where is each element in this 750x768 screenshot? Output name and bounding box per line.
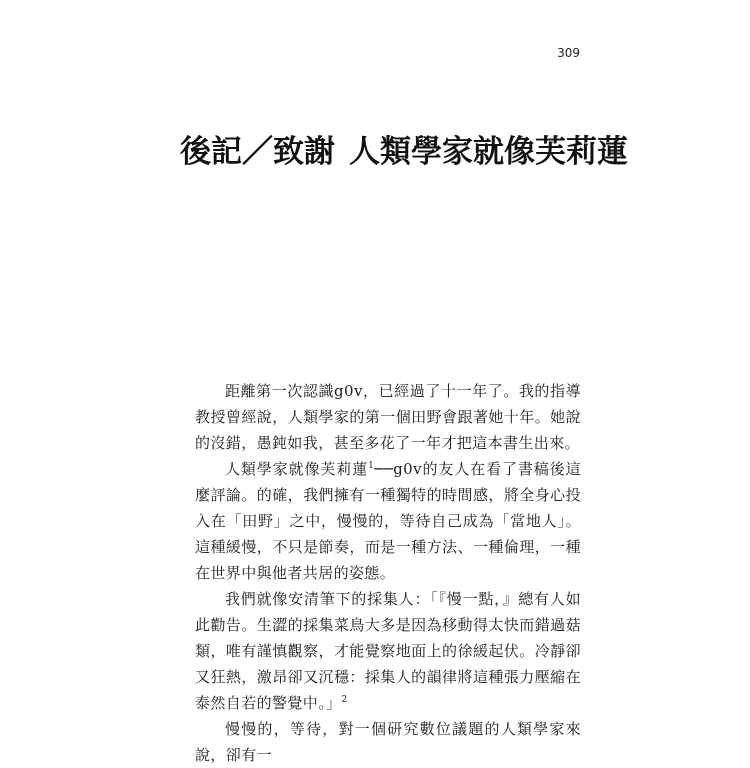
footnote-marker-2[interactable]: 2 bbox=[341, 695, 348, 705]
page-number: 309 bbox=[557, 46, 580, 60]
paragraph-3 bbox=[195, 586, 581, 716]
paragraph-4: 慢慢的，等待，對一個研究數位議題的人類學家來說，卻有一 bbox=[195, 720, 581, 764]
paragraph-1: 距離第一次認識g0v，已經過了十一年了。我的指導教授曾經說，人類學家的第一個田野會跟著她十年。她說的沒錯，愚鈍如我，甚至多花了一年才把這本書生出來。 bbox=[195, 382, 581, 452]
body-text bbox=[195, 378, 581, 768]
chapter-title bbox=[180, 127, 628, 177]
chapter-title-main: 人類學家就像芙莉蓮 bbox=[349, 133, 628, 170]
footnote-marker-1[interactable]: 1 bbox=[368, 461, 375, 471]
paragraph-2-rest: ──g0v的友人在看了書稿後這麼評論。的確，我們擁有一種獨特的時間感，將全身心投入在「田野」之中，慢慢的，等待自己成為「當地人」。這種緩慢，不只是節奏，而是一種方法、一種倫理，一種在世界中與他者共居的姿態。 bbox=[195, 460, 581, 582]
paragraph-3-text: 我們就像安清筆下的採集人：「『慢一點，』總有人如此勸告。生澀的採集菜鳥大多是因為移動得太快而錯過菇類，唯有謹慎觀察，才能覺察地面上的徐緩起伏。冷靜卻又狂熱，激昂卻又沉穩：採集人的韻律將這種張力壓縮在泰然自若的警覺中。」 bbox=[195, 590, 581, 712]
paragraph-2-lead: 人類學家就像芙莉蓮 bbox=[225, 460, 369, 478]
paragraph-2 bbox=[195, 456, 581, 586]
chapter-title-prefix: 後記／致謝 bbox=[180, 133, 335, 170]
